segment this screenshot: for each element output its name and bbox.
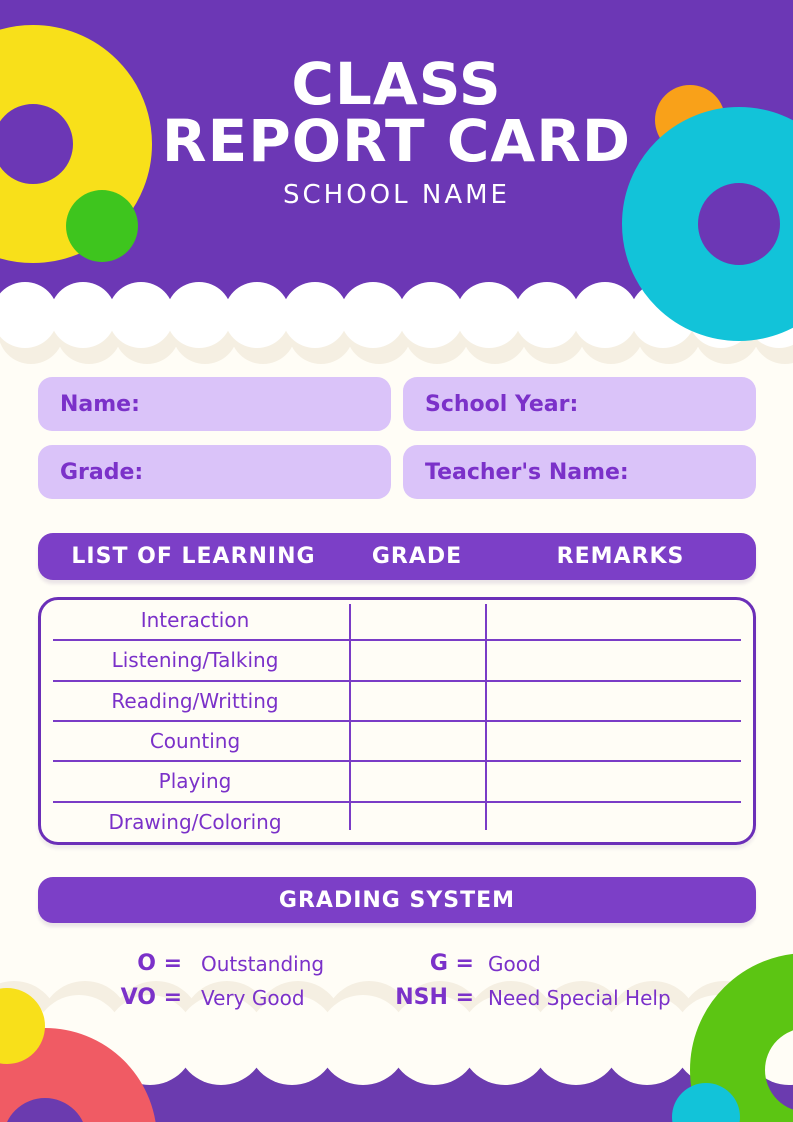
title-line-1: CLASS xyxy=(291,50,502,118)
table-row xyxy=(41,600,753,640)
name-field-label: Name: xyxy=(60,391,140,417)
column-header-remarks: REMARKS xyxy=(556,544,685,569)
subject-label: Listening/Talking xyxy=(111,648,279,673)
legend-key-outstanding: O = xyxy=(137,951,182,976)
legend-value-very-good: Very Good xyxy=(201,986,305,1010)
school-year-field xyxy=(403,377,756,431)
legend-value-need-special-help: Need Special Help xyxy=(488,986,671,1010)
student-info-fields xyxy=(38,377,756,499)
legend-key-need-special-help: NSH = xyxy=(395,985,474,1010)
teacher-name-field-label: Teacher's Name: xyxy=(425,459,629,485)
subject-label: Reading/Writting xyxy=(111,688,279,713)
grade-field-label: Grade: xyxy=(60,459,144,485)
subject-label: Playing xyxy=(158,769,232,794)
table-row xyxy=(41,761,753,801)
grading-legend xyxy=(38,948,756,1014)
subject-label: Interaction xyxy=(140,608,250,633)
grading-system-title: GRADING SYSTEM xyxy=(278,887,516,913)
table-row xyxy=(41,681,753,721)
grade-field xyxy=(38,445,391,499)
title-line-2: REPORT CARD xyxy=(161,107,632,175)
table-row-divider xyxy=(53,720,741,722)
legend-key-very-good: VO = xyxy=(120,985,182,1010)
teacher-name-field xyxy=(403,445,756,499)
legend-value-good: Good xyxy=(488,952,541,976)
subject-label: Counting xyxy=(149,729,241,754)
table-header-bar xyxy=(38,533,756,580)
school-year-field-label: School Year: xyxy=(425,391,579,417)
table-row-divider xyxy=(53,760,741,762)
legend-key-good: G = xyxy=(429,951,474,976)
table-row-divider xyxy=(53,801,741,803)
table-row-divider xyxy=(53,680,741,682)
grading-system-bar xyxy=(38,877,756,923)
school-name: SCHOOL NAME xyxy=(283,180,510,210)
table-row-divider xyxy=(53,639,741,641)
table-row xyxy=(41,640,753,680)
column-header-grade: GRADE xyxy=(371,544,463,569)
learning-table xyxy=(38,597,756,845)
table-row xyxy=(41,802,753,842)
column-header-list-of-learning: LIST OF LEARNING xyxy=(71,544,316,569)
legend-value-outstanding: Outstanding xyxy=(201,952,325,976)
name-field xyxy=(38,377,391,431)
subject-label: Drawing/Coloring xyxy=(108,809,282,834)
table-row xyxy=(41,721,753,761)
